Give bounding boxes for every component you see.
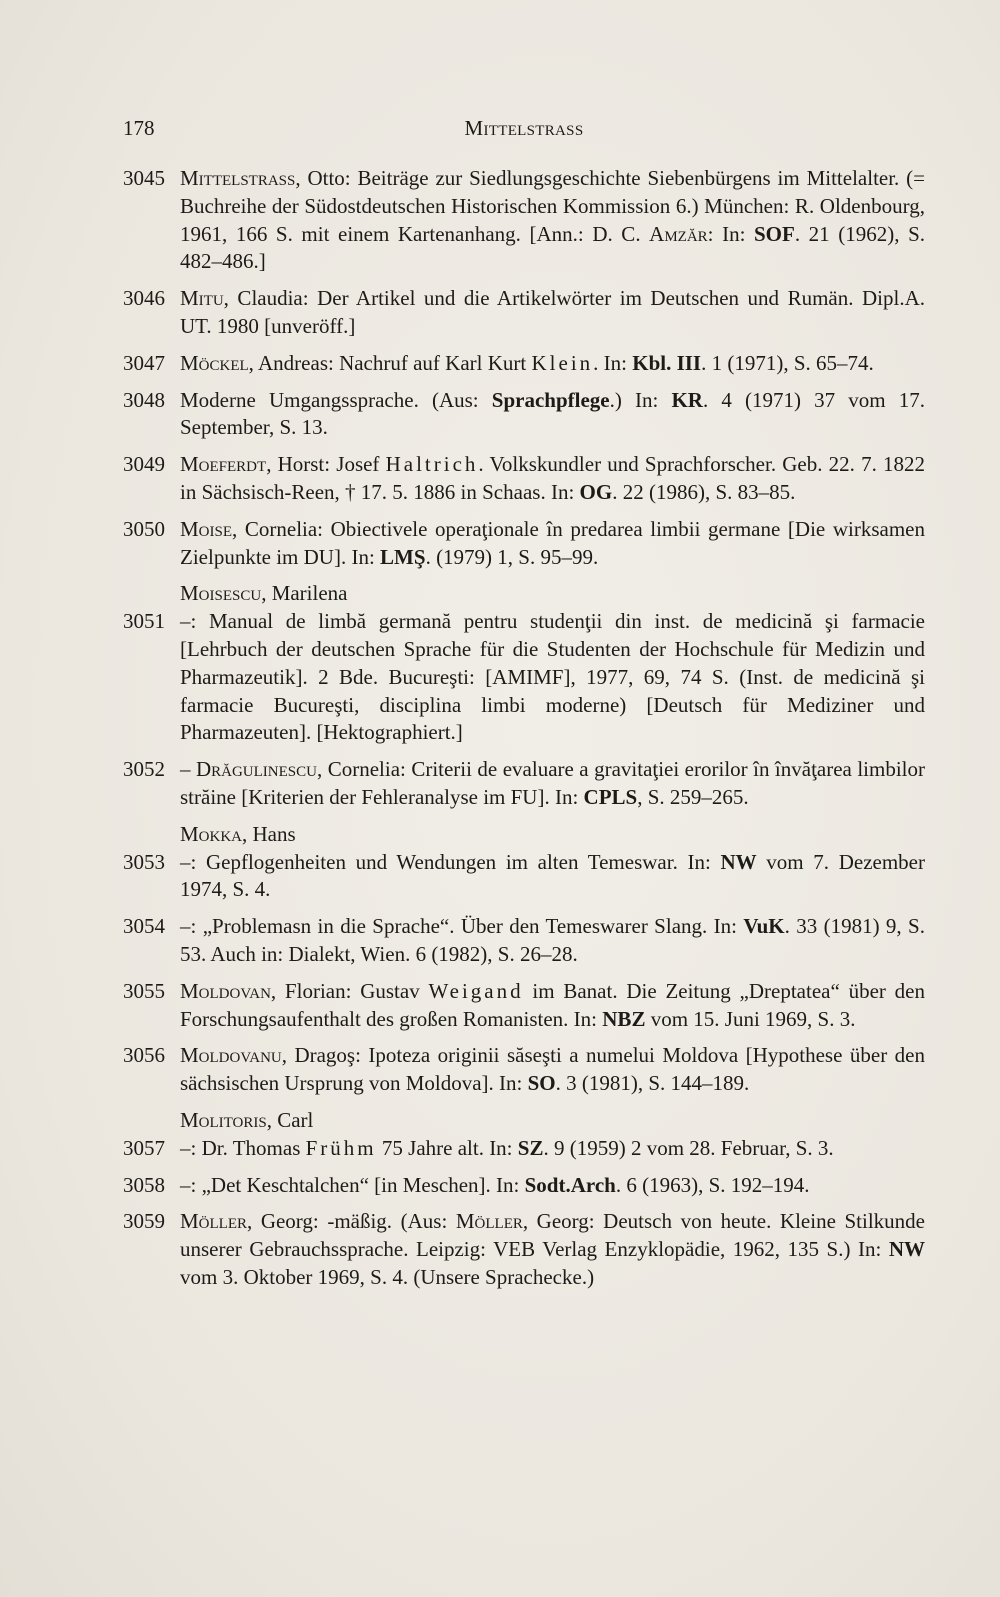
bibliography-entry (123, 1135, 925, 1163)
author-name: Möller (455, 1209, 523, 1234)
author-heading (123, 821, 925, 849)
source-title: SO (527, 1071, 556, 1096)
author-heading (123, 1107, 925, 1135)
entry-text (180, 285, 925, 341)
entry-text (180, 350, 925, 378)
source-title: VuK (743, 914, 785, 939)
author-name: Mitu (180, 286, 224, 311)
text-run: Moderne Umgangssprache. (Aus: (180, 387, 492, 412)
bibliography-entry (123, 350, 925, 378)
bibliography-list (123, 165, 925, 1301)
text-run: , Hans (242, 821, 296, 846)
entry-number: 3056 (123, 1043, 165, 1068)
text-run: vom 7. Dezember 1974, S. 4. (180, 849, 925, 902)
text-run: . 6 (1963), S. 192–194. (615, 1172, 810, 1197)
spaced-name: Klein (531, 350, 594, 375)
spaced-name: Frühm (305, 1135, 377, 1160)
spaced-name: Weigand (428, 978, 524, 1003)
bibliography-entry (123, 516, 925, 572)
bibliography-entry (123, 608, 925, 747)
entry-text (180, 387, 925, 443)
bibliography-entry (123, 285, 925, 341)
author-name: Molitoris (180, 1107, 267, 1132)
entry-number: 3047 (123, 350, 165, 375)
text-run: . 33 (1981) 9, S. 53. Auch in: Dialekt, Wien. 6 (1982), S. 26–28. (180, 914, 925, 966)
entry-text (180, 1135, 925, 1163)
text-run: , Cornelia: Obiectivele operaţionale în predarea limbii germane [Die wirksamen Zielpunkte im DU]. In: (180, 516, 925, 569)
text-run: –: Gepflogenheiten und Wendungen im alten Temeswar. In: (180, 849, 721, 874)
entry-number: 3058 (123, 1172, 165, 1197)
author-name: Mokka (180, 821, 243, 846)
source-title: CPLS (583, 784, 638, 809)
bibliography-entry (123, 165, 925, 276)
entry-number: 3055 (123, 978, 165, 1003)
source-title: SZ (517, 1135, 544, 1160)
bibliography-entry (123, 756, 925, 812)
entry-text (180, 516, 925, 572)
text-run: –: „Problemasn in die Sprache“. Über den Temeswarer Slang. In: (180, 914, 744, 939)
page-header (123, 116, 925, 146)
text-run: – (180, 757, 196, 782)
text-run: .) In: (609, 387, 672, 412)
bibliography-entry (123, 1042, 925, 1098)
entry-text (180, 1172, 925, 1200)
bibliography-entry (123, 387, 925, 443)
source-title: LMŞ (380, 544, 426, 569)
entry-number: 3045 (123, 166, 165, 190)
entry-number: 3050 (123, 516, 165, 541)
text-run: , Carl (266, 1107, 314, 1132)
text-run: , Cornelia: Criterii de evaluare a gravitaţiei erorilor în învăţarea limbilor străine [Kriterien der Fehleranalyse im FU]. In: (180, 757, 925, 809)
source-title: SOF (754, 221, 795, 246)
entry-text (180, 849, 925, 905)
text-run: vom 15. Juni 1969, S. 3. (645, 1006, 856, 1031)
text-run: , Marilena (261, 581, 348, 606)
bibliography-entry (123, 849, 925, 905)
spaced-name: Haltrich (385, 452, 479, 477)
author-name: Moise (180, 516, 233, 541)
text-run: . Volkskundler und Sprachforscher. Geb. 22. 7. 1822 in Sächsisch-Reen, † 17. 5. 1886 in Schaas. In: (180, 452, 925, 504)
source-title: NBZ (602, 1006, 646, 1031)
source-title: NW (888, 1237, 925, 1262)
text-run: , S. 259–265. (637, 784, 749, 809)
text-run: , Horst: Josef (266, 452, 386, 477)
text-run: –: Dr. Thomas (180, 1135, 306, 1160)
bibliography-entry (123, 913, 925, 969)
bibliography-entry (123, 1172, 925, 1200)
source-title: Kbl. III (632, 350, 702, 375)
entry-number: 3052 (123, 757, 165, 782)
author-name: Moldovanu (180, 1043, 282, 1068)
entry-text (180, 756, 925, 812)
entry-text (180, 608, 925, 747)
text-run: vom 3. Oktober 1969, S. 4. (Unsere Sprachecke.) (180, 1264, 595, 1289)
text-run: . 22 (1986), S. 83–85. (612, 479, 796, 504)
entry-number: 3057 (123, 1135, 165, 1160)
text-run: , Georg: Deutsch von heute. Kleine Stilkunde unserer Gebrauchssprache. Leipzig: VEB Verlag Enzyklopädie, 1962, 135 S.) In: (180, 1209, 925, 1262)
text-run: im Banat. Die Zeitung „Dreptatea“ über den Forschungsaufenthalt des großen Romanisten. In: (180, 978, 925, 1031)
text-run: 75 Jahre alt. In: (376, 1135, 518, 1160)
entry-text (180, 1042, 925, 1098)
entry-number: 3053 (123, 849, 165, 874)
text-run: , Dragoş: Ipoteza originii săseşti a numelui Moldova [Hypothese über den sächsischen Ursprung von Moldova]. In: (180, 1043, 925, 1096)
author-name: Moeferdt (180, 452, 267, 477)
author-name: Drăgulinescu (195, 757, 317, 782)
author-name: Moldovan (180, 978, 271, 1003)
text-run: , Andreas: Nachruf auf Karl Kurt (248, 350, 532, 375)
text-run: . 21 (1962), S. 482–486.] (180, 221, 925, 274)
running-head: Mittelstrass (464, 116, 584, 140)
entry-number: 3048 (123, 387, 165, 412)
page-number: 178 (123, 116, 155, 140)
text-run: –: Manual de limbă germană pentru studenţii din inst. de medicină şi farmacie [Lehrbuch der deutschen Sprache für die Studenten der Hochschule für Medizin und Pharmazeutik]. 2 Bde. Bucureşti: [AMIMF], 1977, 69, 74 S. (Inst. de medicină şi farmacie Bucureşti, disciplina limbi moderne) [Deutsch für Mediziner und Pharmazeuten]. [Hektographiert.] (180, 609, 925, 745)
bibliography-entry (123, 451, 925, 507)
entry-text (180, 451, 925, 507)
source-title: NW (720, 849, 757, 874)
author-name: Möller (180, 1209, 247, 1234)
text-run: : In: (707, 221, 754, 246)
text-run: . 1 (1971), S. 65–74. (701, 350, 874, 375)
author-name: Moisescu (180, 581, 262, 606)
text-run: –: „Det Keschtalchen“ [in Meschen]. In: (180, 1172, 525, 1197)
entry-number: 3049 (123, 452, 165, 477)
text-run: , Claudia: Der Artikel und die Artikelwörter im Deutschen und Rumän. Dipl.A. UT. 1980 [unveröff.] (180, 286, 925, 338)
entry-number: 3059 (123, 1209, 165, 1234)
entry-number: 3051 (123, 609, 165, 634)
author-name: Mittelstrass (180, 166, 296, 190)
entry-number: 3054 (123, 914, 165, 939)
entry-number: 3046 (123, 286, 165, 311)
source-title: Sprachpflege (491, 387, 610, 412)
entry-text (180, 165, 925, 276)
source-title: OG (579, 479, 613, 504)
author-name: Möckel (180, 350, 249, 375)
text-run: . 9 (1959) 2 vom 28. Februar, S. 3. (543, 1135, 834, 1160)
text-run: . (1979) 1, S. 95–99. (425, 544, 599, 569)
text-run: . In: (593, 350, 633, 375)
entry-text (180, 913, 925, 969)
text-run: , Florian: Gustav (270, 978, 429, 1003)
text-run: . 4 (1971) 37 vom 17. September, S. 13. (180, 387, 926, 440)
author-heading (123, 580, 925, 608)
bibliography-entry (123, 1208, 925, 1291)
author-name: Amzăr (649, 221, 708, 246)
text-run: , Georg: -mäßig. (Aus: (247, 1209, 456, 1234)
source-title: KR (671, 387, 703, 412)
entry-text (180, 1208, 925, 1291)
text-run: , Otto: Beiträge zur Siedlungsgeschichte Siebenbürgens im Mittelalter. (= Buchreihe der Südostdeutschen Historischen Kommission 6.) München: R. Oldenbourg, 1961, 166 S. mit einem Kartenanhang. [Ann.: D. C. (180, 166, 925, 246)
source-title: Sodt.Arch (524, 1172, 616, 1197)
entry-text (180, 978, 925, 1034)
text-run: . 3 (1981), S. 144–189. (555, 1071, 750, 1096)
bibliography-entry (123, 978, 925, 1034)
